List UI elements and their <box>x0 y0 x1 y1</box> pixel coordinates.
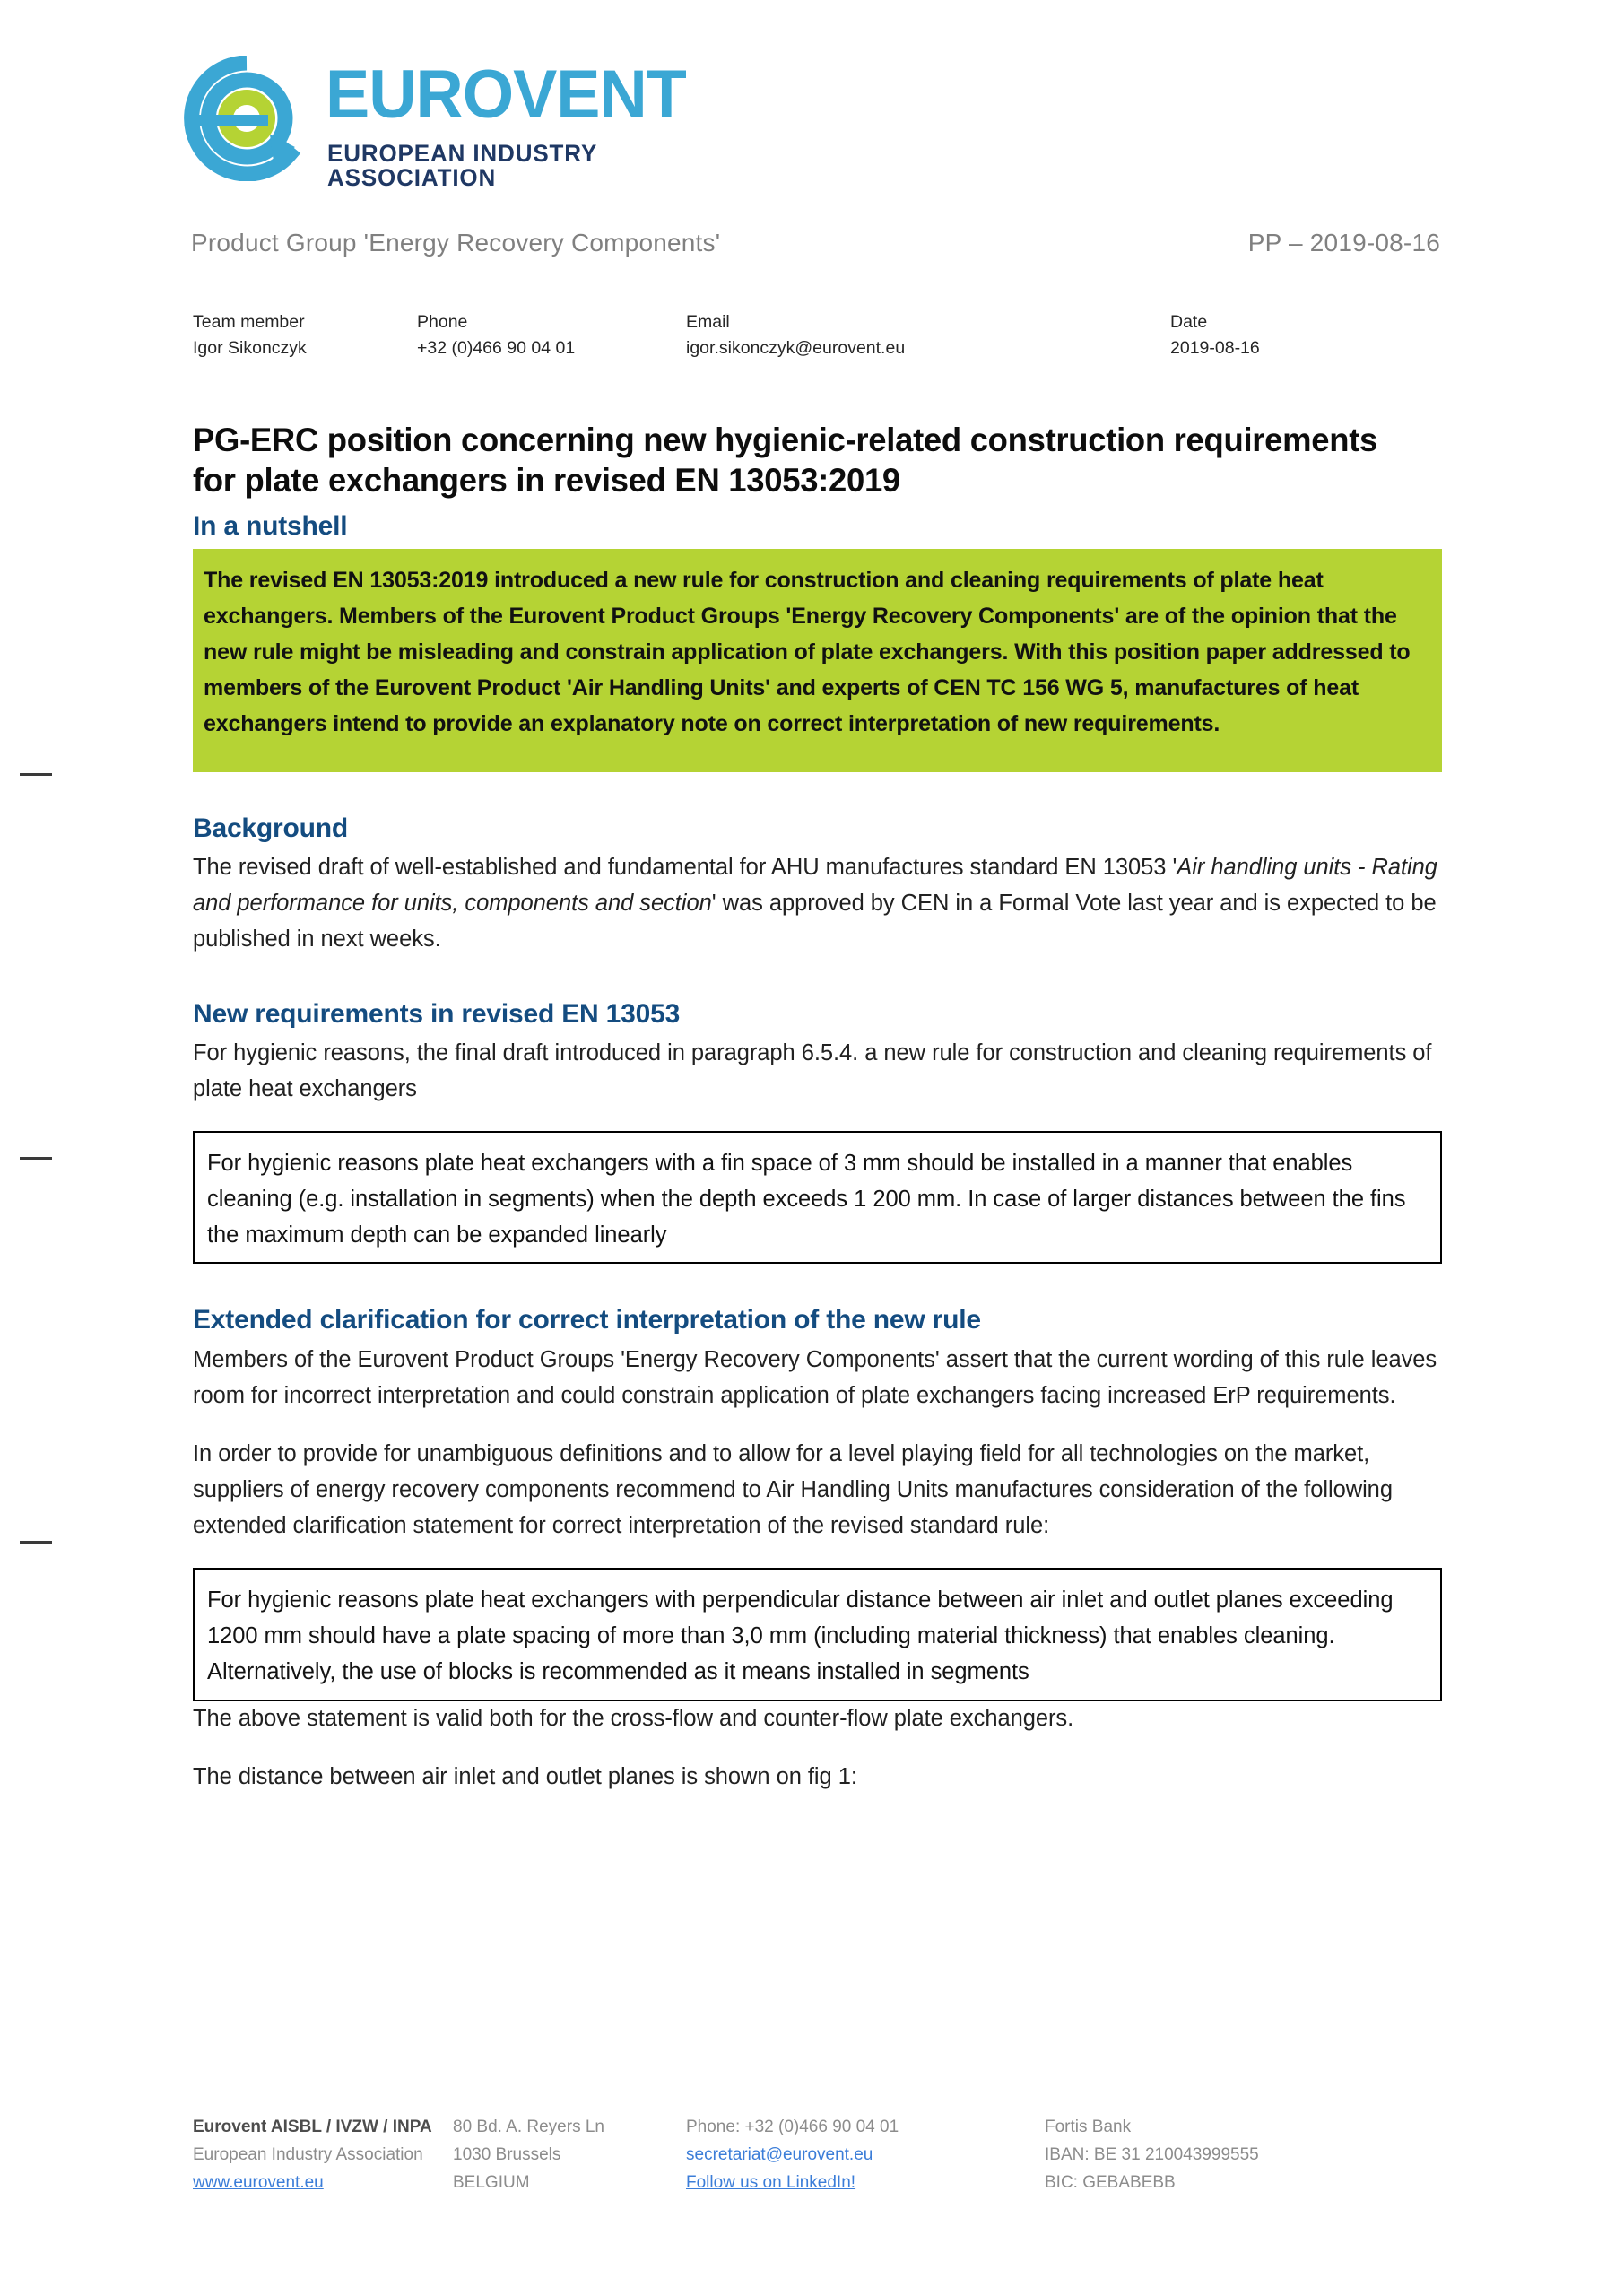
margin-tick-mark <box>20 1541 52 1544</box>
page-title: PG-ERC position concerning new hygienic-related construction requirements for plate exchangers in revised EN 13053:2019 <box>193 422 1378 500</box>
eurovent-logo-icon <box>184 56 309 181</box>
footer-column-contact <box>686 2114 1045 2196</box>
contact-value-row <box>193 335 1442 361</box>
new-requirements-intro: For hygienic reasons, the final draft introduced in paragraph 6.5.4. a new rule for construction and cleaning requirements of plate heat exchangers <box>193 1040 1432 1101</box>
standard-title-italic: Air handling units - Rating and performance for units, components and section <box>193 855 1437 917</box>
label-team-member: Team member <box>193 312 305 332</box>
quote-box-original-rule <box>193 1131 1442 1265</box>
eurovent-logo <box>184 54 722 191</box>
label-phone: Phone <box>417 312 468 332</box>
background-part1: The revised draft of well-established and fundamental for AHU manufactures standard EN 13053 ' <box>193 855 1177 881</box>
footer-bic: BIC: GEBABEBB <box>1045 2172 1176 2192</box>
quote-original-rule-text: For hygienic reasons plate heat exchangers with a fin space of 3 mm should be installed in a manner that enables cleaning (e.g. installation in segments) when the depth exceeds 1 200 mm. In case of larger distances between the fins the maximum depth can be expanded linearly <box>207 1150 1406 1248</box>
section-heading-nutshell: In a nutshell <box>193 511 348 542</box>
label-date: Date <box>1170 312 1208 332</box>
logo-wordmark: EUROVENT <box>326 57 686 133</box>
value-date: 2019-08-16 <box>1170 338 1260 359</box>
quote-box-clarification-statement <box>193 1568 1442 1701</box>
logo-tagline: EUROPEAN INDUSTRY ASSOCIATION <box>327 140 597 191</box>
contact-table <box>193 309 1442 362</box>
footer-email-link[interactable]: secretariat@eurovent.eu <box>686 2144 873 2164</box>
section-heading-extended-clarification: Extended clarification for correct interpretation of the new rule <box>193 1305 981 1335</box>
page-footer <box>193 2114 1442 2196</box>
label-email: Email <box>686 312 730 332</box>
footer-website-link[interactable]: www.eurovent.eu <box>193 2172 324 2192</box>
footer-bank-name: Fortis Bank <box>1045 2118 1132 2136</box>
contact-header-row <box>193 309 1442 335</box>
background-paragraph <box>193 850 1442 957</box>
product-group-label: Product Group 'Energy Recovery Components' <box>191 229 721 257</box>
footer-column-bank <box>1045 2114 1341 2196</box>
margin-tick-mark <box>20 773 52 776</box>
footer-org-name: Eurovent AISBL / IVZW / INPA <box>193 2118 432 2136</box>
document-reference: PP – 2019-08-16 <box>1247 229 1440 257</box>
closing-paragraph-2: The distance between air inlet and outlet planes is shown on fig 1: <box>193 1764 857 1790</box>
value-team-member: Igor Sikonczyk <box>193 338 307 359</box>
footer-street: 80 Bd. A. Reyers Ln <box>453 2118 604 2136</box>
nutshell-callout-box <box>193 549 1442 772</box>
header-row <box>191 229 1440 257</box>
quote-clarification-text: For hygienic reasons plate heat exchangers with perpendicular distance between air inlet and outlet planes exceeding 1200 mm should have a plate spacing of more than 3,0 mm (including material thickness) that enables cleaning. Alternatively, the use of blocks is recommended as it means installed in segments <box>207 1587 1394 1685</box>
document-body <box>193 420 1442 1796</box>
closing-paragraph-1: The above statement is valid both for the cross-flow and counter-flow plate exchangers. <box>193 1705 1074 1731</box>
footer-org-type: European Industry Association <box>193 2144 423 2164</box>
clarification-paragraph-1: Members of the Eurovent Product Groups 'Energy Recovery Components' assert that the current wording of this rule leaves room for incorrect interpretation and could constrain application of plate exchangers facing increased ErP requirements. <box>193 1346 1437 1408</box>
nutshell-text: The revised EN 13053:2019 introduced a new rule for construction and cleaning requirements of plate heat exchangers. Members of the Eurovent Product Groups 'Energy Recovery Components' are of the opinion that the new rule might be misleading and constrain application of plate exchangers. With this position paper addressed to members of the Eurovent Product 'Air Handling Units' and experts of CEN TC 156 WG 5, manufactures of heat exchangers intend to provide an explanatory note on correct interpretation of new requirements. <box>204 567 1411 736</box>
footer-column-organisation <box>193 2114 453 2196</box>
value-phone: +32 (0)466 90 04 01 <box>417 338 576 359</box>
background-part2: ' was approved by CEN in a Formal Vote last year and is expected to be published in next weeks. <box>193 891 1437 952</box>
footer-city: 1030 Brussels <box>453 2144 561 2164</box>
footer-country: BELGIUM <box>453 2172 530 2192</box>
value-email: igor.sikonczyk@eurovent.eu <box>686 338 906 359</box>
margin-tick-mark <box>20 1157 52 1160</box>
footer-column-address <box>453 2114 686 2196</box>
section-heading-new-requirements: New requirements in revised EN 13053 <box>193 998 681 1029</box>
footer-linkedin-link[interactable]: Follow us on LinkedIn! <box>686 2172 856 2192</box>
section-heading-background: Background <box>193 813 349 843</box>
footer-phone: Phone: +32 (0)466 90 04 01 <box>686 2118 899 2136</box>
clarification-paragraph-2: In order to provide for unambiguous definitions and to allow for a level playing field for all technologies on the market, suppliers of energy recovery components recommend to Air Handling Units manufactures consideration of the following extended clarification statement for correct interpretation of the revised standard rule: <box>193 1441 1393 1538</box>
footer-iban: IBAN: BE 31 210043999555 <box>1045 2144 1259 2164</box>
